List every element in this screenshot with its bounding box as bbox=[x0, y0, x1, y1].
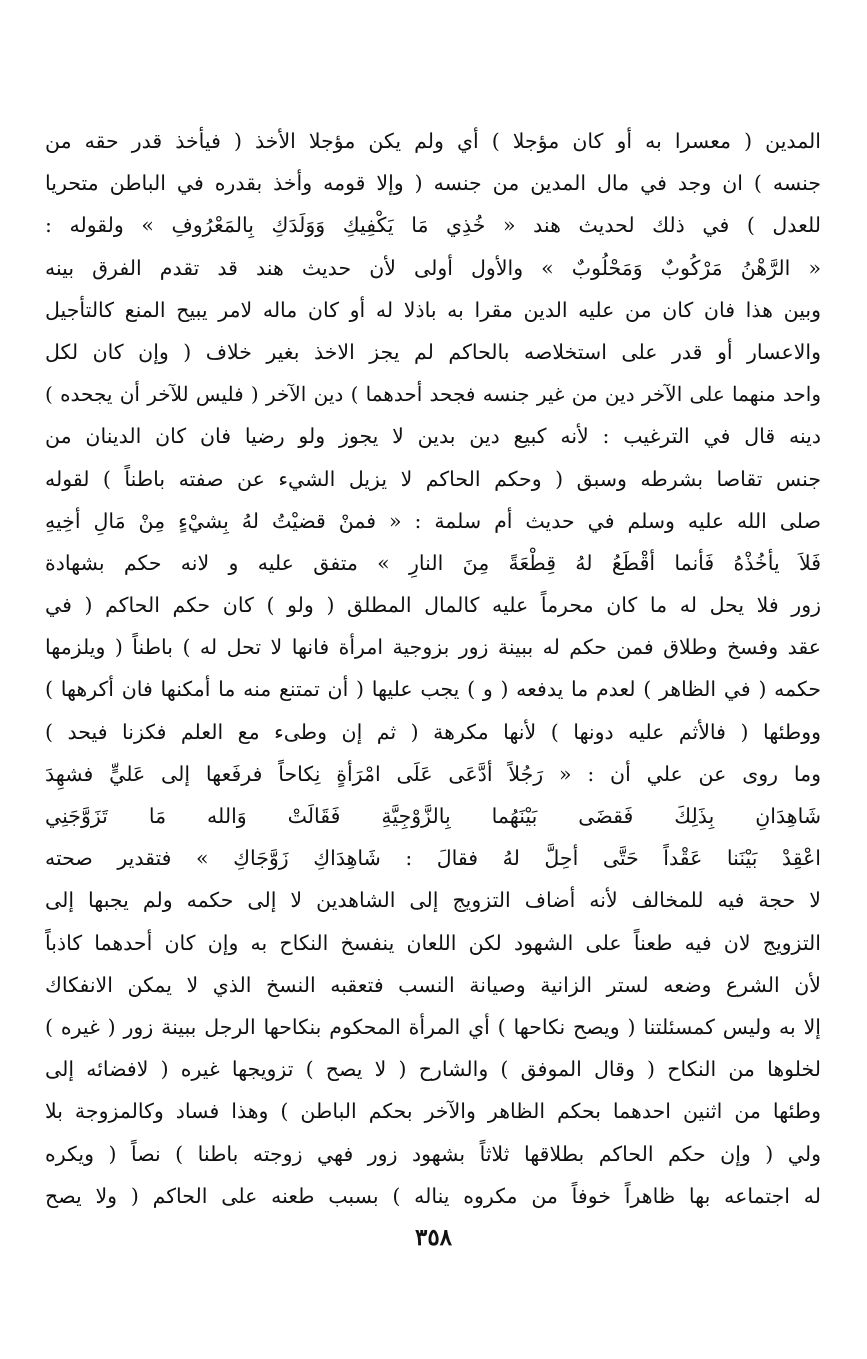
text-line-16: وما روى عن علي أن : « رَجُلاً أدَّعَى عَلَى امْرَأةٍ نِكاحاً فرفَعها إلى عَليٍّ فشهِدَ bbox=[45, 761, 821, 786]
text-line-22: إلا به وليس كمسئلتنا ( ويصح نكاحها ) أي المرأة المحكوم بنكاحها الرجل ببينة زور ( غيره ) bbox=[45, 1014, 821, 1039]
text-line-4: « الرَّهْنُ مَرْكُوبٌ وَمَحْلُوبٌ » والأول أولى لأن حديث هند قد تقدم الفرق بينه bbox=[45, 255, 821, 280]
text-line-12: زور فلا يحل له ما كان محرماً عليه كالمال المطلق ( ولو ) كان حكم الحاكم ( في bbox=[45, 593, 821, 618]
text-line-24: وطئها من اثنين احدهما بحكم الظاهر والآخر بحكم الباطن ) وهذا فساد وكالمزوجة بلا bbox=[45, 1099, 821, 1124]
text-line-5: وبين هذا فان كان من عليه الدين مقرا به باذلا له أو كان ماله لامر يبيح المنع كالتأجيل bbox=[45, 297, 821, 322]
text-line-1: المدين ( معسرا به أو كان مؤجلا ) أي ولم يكن مؤجلا الأخذ ( فيأخذ قدر حقه من bbox=[45, 129, 821, 153]
text-line-13: عقد وفسخ وطلاق فمن حكم له ببينة زور بزوجية امرأة فانها لا تحل له ) باطناً ( ويلزمها bbox=[45, 635, 821, 660]
page-number: ٣٥٨ bbox=[414, 1224, 453, 1251]
text-line-25: ولي ( وإن حكم الحاكم بطلاقها ثلاثاً بشهود زور فهي زوجته باطنا ) نصاً ( ويكره bbox=[45, 1141, 821, 1166]
text-line-14: حكمه ( في الظاهر ) لعدم ما يدفعه ( و ) يجب عليها ( أن تمتنع منه ما أمكنها فان أكرهها ) bbox=[45, 677, 821, 702]
text-line-15: ووطئها ( فالأثم عليه دونها ) لأنها مكرهة ( ثم إن وطىء مع العلم فكزنا فيحد ) bbox=[45, 719, 821, 744]
text-line-18: اعْقِدْ بَيْنَنا عَقْداً حَتَّى أحِلَّ لهُ فقالَ : شَاهِدَاكِ زَوَّجَاكِ » فتقدير صحته bbox=[45, 846, 821, 871]
text-line-11: فَلاَ يأخُذْهُ فَأنما أقْطَعُ لهُ قِطْعَةً مِنَ النارِ » متفق عليه و لانه حكم بشهادة bbox=[45, 550, 821, 575]
text-line-23: لخلوها من النكاح ( وقال الموفق ) والشارح ( لا يصح ) تزويجها غيره ( لافضائه إلى bbox=[45, 1057, 821, 1082]
text-line-3: للعدل ) في ذلك لحديث هند « خُذِي مَا يَكْفِيكِ وَوَلَدَكِ بِالمَعْرُوفِ » ولقوله : bbox=[45, 213, 821, 238]
text-line-26: له اجتماعه بها ظاهراً خوفاً من مكروه يناله ) بسبب طعنه على الحاكم ( ولا يصح bbox=[45, 1183, 821, 1208]
body-text bbox=[45, 120, 821, 1217]
text-line-19: لا حجة فيه للمخالف لأنه أضاف التزويج إلى الشاهدين لا إلى حكمه ولم يجبها إلى bbox=[45, 888, 821, 913]
text-line-10: صلى الله عليه وسلم في حديث أم سلمة : « فمنْ قضيْتُ لهُ بِشيْءٍ مِنْ مَالِ أخِيهِ bbox=[45, 508, 821, 533]
text-line-9: جنس تقاصا بشرطه وسبق ( وحكم الحاكم لا يزيل الشيء عن صفته باطناً ) لقوله bbox=[45, 466, 821, 491]
text-line-2: جنسه ) ان وجد في مال المدين من جنسه ( وإلا قومه وأخذ بقدره في الباطن متحريا bbox=[45, 171, 821, 196]
text-line-8: دينه قال في الترغيب : لأنه كبيع دين بدين لا يجوز ولو رضيا فان كان الدينان من bbox=[45, 424, 821, 449]
text-line-17: شَاهِدَانِ بِذَلِكَ فَقضَى بَيْنَهُما بِالزَّوْجِيَّةِ فَقَالَتْ وَالله مَا تَزَوَّجَنِي bbox=[45, 804, 821, 828]
text-line-7: واحد منهما على الآخر دين من غير جنسه فجحد أحدهما ) دين الآخر ( فليس للآخر أن يجحده ) bbox=[45, 382, 821, 407]
text-line-21: لأن الشرع وضعه لستر الزانية وصيانة النسب فتعقبه النسخ الذي لا يمكن الانفكاك bbox=[45, 972, 821, 997]
text-line-6: والاعسار أو قدر على استخلاصه بالحاكم لم يجز الاخذ بغير خلاف ( وإن كان لكل bbox=[45, 339, 821, 364]
text-line-20: التزويج لان فيه طعناً على الشهود لكن اللعان ينفسخ النكاح به وإن كان أحدهما كاذباً bbox=[45, 930, 821, 955]
